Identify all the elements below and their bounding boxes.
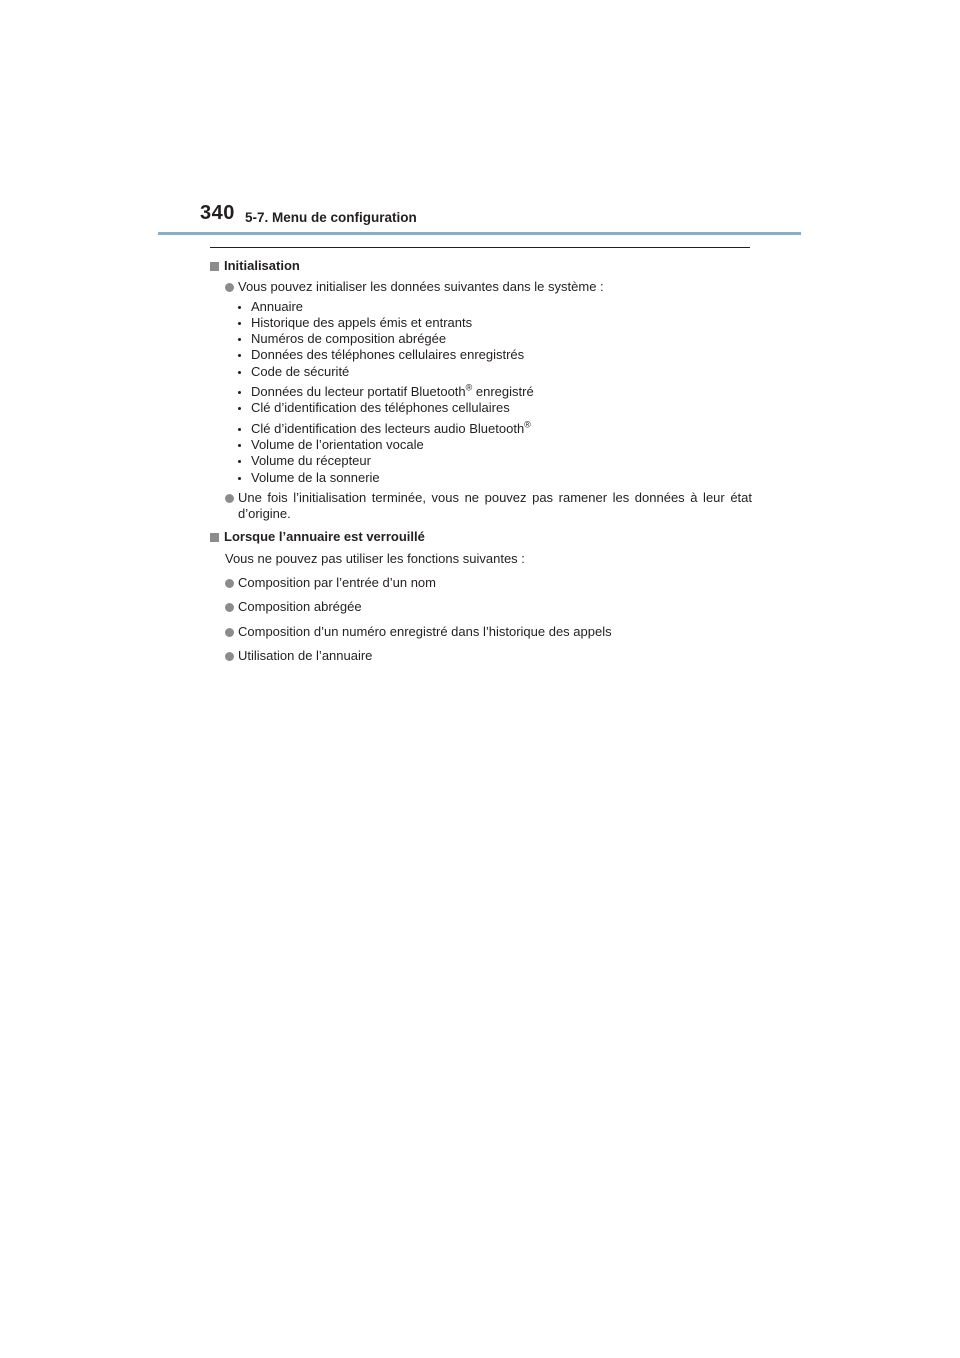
list-item: Données des téléphones cellulaires enregistrés	[210, 347, 752, 363]
bullet-text: Une fois l’initialisation terminée, vous ne pouvez pas ramener les données à leur état d’origine.	[238, 489, 752, 522]
round-bullet-icon	[225, 494, 234, 503]
round-bullet-icon	[225, 603, 234, 612]
round-bullet-icon	[225, 283, 234, 292]
list-item	[210, 599, 752, 615]
list-item: Annuaire	[210, 299, 752, 315]
bullet-text: Vous pouvez initialiser les données suivantes dans le système :	[238, 279, 604, 295]
round-bullet-icon	[225, 579, 234, 588]
bullet-text: Utilisation de l’annuaire	[238, 647, 373, 663]
dot-bullet-icon	[238, 407, 241, 410]
heading-text: Initialisation	[224, 258, 300, 273]
header-rule	[158, 232, 801, 235]
dot-bullet-icon	[238, 354, 241, 357]
dot-bullet-icon	[238, 371, 241, 374]
dot-bullet-icon	[238, 322, 241, 325]
list-item: Numéros de composition abrégée	[210, 331, 752, 347]
dot-bullet-icon	[238, 338, 241, 341]
dot-bullet-icon	[238, 391, 241, 394]
round-bullet-icon	[225, 628, 234, 637]
dot-bullet-icon	[238, 428, 241, 431]
list-item-note	[210, 490, 752, 523]
list-item: Clé d’identification des lecteurs audio Bluetooth®	[210, 417, 752, 437]
dot-bullet-icon	[238, 460, 241, 463]
content-rule	[210, 247, 750, 248]
dot-bullet-icon	[238, 444, 241, 447]
list-item	[210, 575, 752, 591]
heading-locked	[210, 529, 752, 545]
bullet-text: Composition par l’entrée d’un nom	[238, 575, 436, 591]
heading-initialisation	[210, 258, 752, 274]
list-item: Volume du récepteur	[210, 453, 752, 469]
bullet-text: Composition d’un numéro enregistré dans l’historique des appels	[238, 623, 612, 639]
round-bullet-icon	[225, 652, 234, 661]
heading-text: Lorsque l’annuaire est verrouillé	[224, 529, 425, 545]
list-item: Volume de l’orientation vocale	[210, 437, 752, 453]
list-item: Volume de la sonnerie	[210, 470, 752, 486]
page-content	[210, 258, 752, 668]
list-item	[210, 624, 752, 640]
list-item-intro	[210, 279, 752, 486]
list-item: Historique des appels émis et entrants	[210, 315, 752, 331]
dot-bullet-icon	[238, 306, 241, 309]
page-number: 340	[200, 202, 235, 224]
list-item: Code de sécurité	[210, 364, 752, 380]
square-bullet-icon	[210, 262, 219, 271]
list-item	[210, 648, 752, 664]
locked-intro: Vous ne pouvez pas utiliser les fonctions suivantes :	[225, 550, 525, 566]
bullet-text: Composition abrégée	[238, 599, 362, 615]
page-header	[200, 202, 800, 236]
list-item: Données du lecteur portatif Bluetooth® enregistré	[210, 380, 752, 400]
square-bullet-icon	[210, 533, 219, 542]
section-title: 5-7. Menu de configuration	[245, 210, 417, 225]
list-item: Clé d’identification des téléphones cellulaires	[210, 400, 752, 416]
dot-bullet-icon	[238, 477, 241, 480]
init-items-list	[210, 299, 752, 486]
